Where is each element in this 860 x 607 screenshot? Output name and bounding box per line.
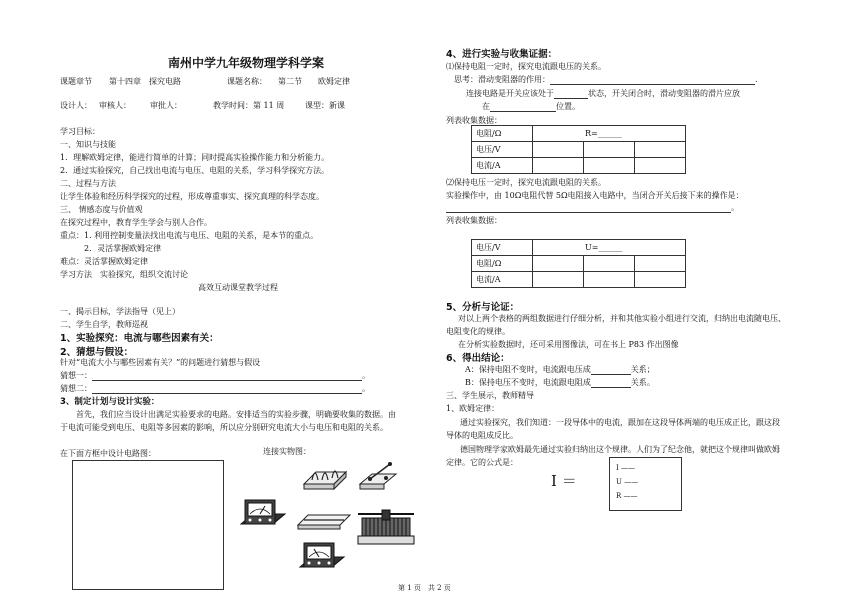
table-row-label: 电阻/Ω [472, 126, 533, 142]
think-text: 在 [482, 102, 490, 111]
meta-topic: 第二节 欧姆定律 [278, 77, 350, 86]
ohm-formula: I ＝ [551, 472, 577, 490]
table-row-label: 电压/V [472, 142, 533, 158]
think-text: 连接电路是开关应该处于 [466, 89, 554, 98]
circuit-design-label: 在下面方框中设计电路图： [60, 449, 156, 458]
guess-1-blank[interactable] [92, 371, 362, 381]
analysis-text: 在分析实验数据时，还可采用图像法，可在书上 P83 作出图像 [458, 340, 679, 349]
knowledge-heading: 一、知识与技能 [60, 140, 116, 149]
period: 。 [731, 203, 739, 212]
rheostat-icon[interactable] [356, 506, 416, 548]
exp2-text: 实验操作中，由 10Ω电阻代替 5Ω电阻接入电路中，当闭合开关后接下来的操作是： [446, 191, 744, 200]
think-text: 状态，开关闭合时，滑动变阻器的滑片应放 [588, 89, 740, 98]
table-resistance-fixed [471, 125, 686, 174]
ammeter-icon[interactable] [237, 494, 289, 534]
think-blank-1[interactable] [550, 75, 755, 85]
guess-2-label: 猜想二： [60, 384, 92, 393]
table-cell[interactable] [583, 158, 634, 174]
exp2-title: ⑵保持电压一定时，探究电流跟电阻的关系。 [446, 178, 606, 187]
guess-1-row [60, 370, 370, 381]
process-text: 让学生体验和经历科学探究的过程，形成尊重事实、探究真理的科学态度。 [60, 192, 324, 201]
ohm-heading: 1、欧姆定律： [446, 404, 500, 413]
think-row-3 [482, 101, 580, 112]
table-cell[interactable] [533, 158, 584, 174]
meta-teach-time: 教学时间：第 11 周 [213, 101, 285, 110]
table-cell[interactable] [584, 272, 635, 288]
conclusion-text: A：保持电阻不变时，电流跟电压成 [465, 365, 591, 374]
table-cell[interactable] [533, 256, 584, 272]
plan-heading: 3、制定计划与设计实验： [60, 397, 160, 407]
switch-icon[interactable] [356, 458, 400, 494]
process-heading: 二、过程与方法 [60, 179, 116, 188]
slider-position-blank[interactable] [490, 102, 556, 112]
conclusion-text: 关系。 [630, 378, 655, 387]
process-center-title: 高效互动课堂教学过程 [198, 283, 278, 292]
conclusion-a-blank[interactable] [591, 365, 631, 375]
ohm-text: 定律。它的公式是： [446, 458, 518, 467]
page-title: 南州中学九年级物理学科学案 [168, 56, 325, 70]
wire-board-icon[interactable] [296, 505, 352, 531]
table1-caption: 列表收集数据： [446, 116, 502, 125]
conclusion-b [465, 377, 655, 388]
attitude-text: 在探究过程中，教育学生学会与别人合作。 [60, 218, 212, 227]
table-cell[interactable] [584, 256, 635, 272]
table-cell[interactable] [634, 158, 685, 174]
meta-type: 课型：新课 [305, 101, 345, 110]
think-row [454, 74, 758, 85]
table-cell[interactable] [583, 142, 634, 158]
table-cell[interactable] [533, 272, 584, 288]
guess-1-label: 猜想一： [60, 371, 92, 380]
think-row-2 [466, 88, 740, 99]
plan-text: 于电流可能受到电压、电阻等多因素的影响，所以应分别研究电流大小与电压和电阻的关系。 [60, 423, 388, 432]
ohm-text: 德国物理学家欧姆最先通过实验归纳出这个规律。人们为了纪念他，就把这个规律叫做欧姆 [460, 445, 780, 454]
conclusion-text: B：保持电压不变时，电流跟电阻成 [465, 378, 591, 387]
meta-chapter-label: 课题章节 [60, 77, 92, 86]
period: 。 [362, 371, 370, 380]
exp2-operation-blank[interactable] [446, 203, 731, 213]
plan-text: 首先，我们应当设计出满足实验要求的电路。安排适当的实验步骤，明确要收集的数据。由 [76, 410, 396, 419]
show-heading: 三、学生展示，教师精导 [446, 391, 534, 400]
table2-caption: 列表收集数据： [446, 216, 502, 225]
connect-real-label: 连接实物图： [263, 447, 311, 456]
table-cell[interactable] [635, 256, 686, 272]
formula-legend-box [609, 457, 682, 511]
table-u-value: U=______ [533, 240, 686, 256]
conclusion-b-blank[interactable] [591, 378, 631, 388]
table-row-label: 电压/V [472, 240, 533, 256]
exp2-blank-row [446, 202, 739, 213]
explore-heading: 1、实验探究：电流与哪些因素有关： [60, 333, 219, 344]
page-footer: 第 1 页 共 2 页 [398, 584, 451, 592]
table-row-label: 电阻/Ω [472, 256, 533, 272]
legend-r: R —— [616, 492, 638, 500]
conclusion-a [465, 364, 655, 375]
key-point: 重点：1. 利用控制变量法找出电流与电压、电阻的关系，是本节的重点。 [60, 231, 319, 240]
table-row-label: 电流/A [472, 272, 533, 288]
guess-prompt: 针对“电流大小与哪些因素有关？”的问题进行猜想与假设 [60, 358, 261, 367]
analysis-text: 对以上两个表格的两组数据进行仔细分析，并和其他实验小组进行交流，归纳出电流随电压、 [458, 314, 786, 323]
method: 学习方法 实验探究，组织交流讨论 [60, 270, 188, 279]
exp1-title: ⑴保持电阻一定时，探究电流跟电压的关系。 [446, 62, 606, 71]
knowledge-item: 2．通过实验探究，自己找出电流与电压、电阻的关系，学习科学探究方法。 [60, 166, 330, 175]
think-label: 思考：滑动变阻器的作用： [454, 75, 550, 84]
legend-i: I —— [616, 464, 635, 472]
legend-u: U —— [616, 478, 639, 486]
voltmeter-icon[interactable] [296, 535, 348, 577]
circuit-design-box[interactable] [72, 460, 224, 590]
resistor-board-icon[interactable] [300, 458, 350, 496]
meta-topic-label: 课题名称： [227, 77, 267, 86]
think-text: 位置。 [556, 102, 580, 111]
table-row-label: 电流/A [472, 158, 533, 174]
table-r-value: R=______ [533, 126, 686, 142]
ohm-text: 通过实验探究，我们知道：一段导体中的电流，跟加在这段导体两端的电压成正比，跟这段 [460, 418, 780, 427]
key-point: 2．灵活掌握欧姆定律 [84, 244, 162, 253]
meta-designer: 设计人： [60, 101, 92, 110]
table-voltage-fixed [471, 239, 686, 288]
meta-chapter: 第十四章 探究电路 [109, 77, 181, 86]
table-cell[interactable] [533, 142, 584, 158]
exp-heading: 4、进行实验与收集证据： [446, 49, 558, 60]
guess-2-blank[interactable] [92, 384, 362, 394]
knowledge-item: 1．理解欧姆定律，能进行简单的计算；同时提高实验操作能力和分析能力。 [60, 153, 330, 162]
goals-heading: 学习目标： [60, 127, 100, 136]
period: 。 [362, 384, 370, 393]
guess-heading: 2、猜想与假设： [60, 347, 134, 358]
analysis-text: 电阻变化的规律。 [446, 327, 510, 336]
difficulty: 难点：灵活掌握欧姆定律 [60, 257, 148, 266]
period: . [755, 75, 758, 84]
table-cell[interactable] [635, 272, 686, 288]
step-item: 一、揭示目标，学法指导（见上） [60, 307, 180, 316]
analysis-heading: 5、分析与论证： [446, 302, 520, 313]
meta-reviewer: 审核人： [99, 101, 131, 110]
conclusion-heading: 6、得出结论： [446, 353, 510, 364]
conclusion-text: 关系； [630, 365, 655, 374]
meta-approver: 审批人： [150, 101, 182, 110]
switch-state-blank[interactable] [554, 89, 588, 99]
step-item: 二、学生自学，教师巡视 [60, 320, 148, 329]
guess-2-row [60, 383, 370, 394]
attitude-heading: 三、 情感态度与价值观 [60, 205, 143, 214]
ohm-text: 导体的电阻成反比。 [446, 431, 518, 440]
table-cell[interactable] [634, 142, 685, 158]
